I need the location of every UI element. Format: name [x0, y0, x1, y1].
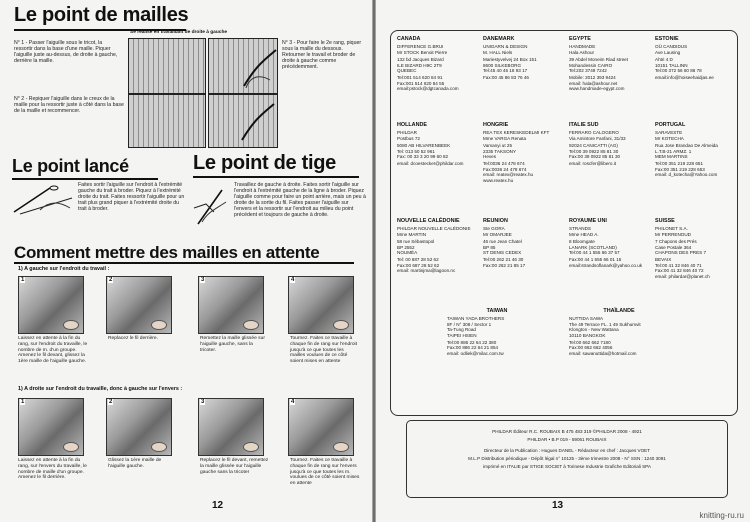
country-name: DANEMARK: [483, 36, 515, 42]
section-title-mailles-en-attente: Comment mettre des mailles en attente: [14, 243, 320, 262]
address-line: TAIPEI HSIEN: [447, 332, 477, 338]
step-caption: Tournez. Faites ce travaille à chaque fin de rang sur l'endroit jusqu'à ce que toutes les mailles voulues de ce côté soient mises en attente: [290, 336, 358, 365]
title-underline: [14, 262, 354, 264]
note-3: N° 3 - Pour faire le 2e rang, piquer sous la maille du dessous. Retourner le travail et broder de droite à gauche comme précédemment.: [282, 40, 362, 70]
address-line: ST DENIS CEDEX: [483, 250, 522, 256]
footer-line: M.L.P Distribution périodique - Dépôt légal n° 10125 - 3ème trimestre 2008 - N° SSN : 1240 3091: [468, 456, 666, 461]
country-entry: [569, 219, 651, 268]
step-photo: [106, 398, 172, 456]
step-caption: Remettez la maille glissée sur l'aiguille gauche, sans la tricoter.: [200, 336, 265, 353]
step-photo: [18, 276, 84, 334]
address-line: Tel:00 351 219 228 651: [655, 161, 704, 167]
address-line: Fax:001 514 620 84 55: [397, 80, 445, 86]
distributor-address-box: [390, 30, 738, 416]
address-line: Tel:0036 24 478 674: [483, 161, 525, 167]
address-line: Fax:00 886 22 64 21 854: [447, 345, 499, 351]
country-entry: [397, 123, 479, 167]
address-line: 10110 BANGKOK: [569, 332, 606, 338]
hand-icon: [333, 442, 349, 452]
address-line: email: reatex@reatex.hu: [483, 172, 534, 178]
address-line: PHILDAR: [397, 130, 417, 136]
step-caption: Laissez en attente à la fin du rang, sur l'envers du travaille, le nombre de maille d'un groupe. Amenez le fil derrière.: [18, 458, 87, 481]
address-line: Tel:00 41 32 846 40 71: [655, 262, 702, 268]
address-line: MEM MARTINS: [655, 154, 688, 160]
publisher-footer: [406, 420, 728, 498]
address-line: email: philardar@planet.ch: [655, 273, 710, 279]
needle-icon: [238, 100, 278, 146]
stitch-diagram-2: [128, 94, 206, 148]
country-name: HOLLANDE: [397, 122, 427, 128]
address-line: Mme VARGA Renata: [483, 135, 527, 141]
hand-icon: [243, 442, 259, 452]
hand-icon: [151, 320, 167, 330]
address-line: www.handmade-egypt.com: [569, 86, 625, 92]
country-name: ESTONIE: [655, 36, 679, 42]
address-line: SARAVESTE: [655, 130, 683, 136]
section-title-point-lance: Le point lancé: [12, 156, 129, 176]
address-line: Tel:00 886 22 64 22 380: [447, 340, 497, 346]
step-caption: Laissez en attente à la fin du rang, sur l'endroit du travaille, le nombre de m. d'un groupe. Amenez le fil devant, glissez la 1ère maille de l'aiguille gauche.: [18, 336, 88, 365]
address-line: Tel:00 44 1 555 66 37 57: [569, 250, 620, 256]
step-photo: [18, 398, 84, 456]
address-line: BP 85: [483, 244, 496, 250]
address-line: Tel: 00 687 28 52 62: [397, 257, 439, 263]
address-line: Mr STOCK Benoit Pierre: [397, 49, 448, 55]
address-line: 58 rue Sébastopol: [397, 239, 435, 245]
address-line: Tel:202 3749 7242: [569, 68, 607, 74]
address-line: REA TEX KERESKEDELMI KFT: [483, 130, 550, 136]
address-line: TAIWAN YADA BROTHERS: [447, 316, 505, 322]
page-number: 12: [212, 500, 224, 511]
address-line: email: dcoestecker@phildar.com: [397, 161, 464, 167]
address-line: email:strandsoflanark@yahoo.co.uk: [569, 262, 643, 268]
address-line: Mobile: 2012 393 9424: [569, 75, 616, 81]
footer-line: Directeur de la Publication : Hugues DANEL - Rédacteur en chef : Jacques VOET: [483, 448, 651, 453]
country-name: REUNION: [483, 218, 508, 224]
address-line: Tel:00 39 0922 85 81 30: [569, 148, 619, 154]
address-line: CHAPONS DES PRES 7: [655, 250, 707, 256]
address-line: 8 Bloomgate: [569, 239, 595, 245]
address-line: Fax:00 39 0922 85 81 30: [569, 154, 621, 160]
step-caption: Glissez la 1ère maille de l'aiguille gauche.: [108, 458, 162, 469]
address-line: Ta-Tung Road: [447, 327, 476, 333]
address-line: NUTTIDA SAWA: [569, 316, 604, 322]
step-photo: [106, 276, 172, 334]
country-name: NOUVELLE CALÉDONIE: [397, 218, 460, 224]
address-line: 7 Chapons des Prés: [655, 239, 697, 245]
step-photo: [198, 276, 264, 334]
address-line: The 49 Terrace FL. 1 49 Sukhumvit: [569, 321, 641, 327]
left-page: [0, 0, 372, 522]
address-line: Tel:45 40 45 18 93 17: [483, 68, 528, 74]
address-line: 5080 AB HILVARENBEEK: [397, 143, 451, 149]
address-line: Fax: 00 33 3 20 99 60 82: [397, 154, 449, 160]
address-line: HANDMADE: [569, 44, 596, 50]
address-line: email: roscfer@libero.it: [569, 161, 617, 167]
address-line: email: odliek@milac.com.tw: [447, 350, 504, 356]
address-line: Postbus 72: [397, 135, 420, 141]
address-line: Rua Jose Brandao De Almeida: [655, 143, 718, 149]
address-line: Fax:0036 24 478 674: [483, 166, 527, 172]
text-point-lance: Faites sortir l'aiguille sur l'endroit à l'extrémité gauche du trait à broder. Piquez à l'extrémité droite du trait. Faites ressortir l'aiguille pour un trait plus grand piquer à l'extrémité droite du trait à broder.: [78, 182, 185, 212]
address-line: www.reatex.hu: [483, 177, 514, 183]
needle-icon: [240, 46, 280, 92]
address-line: Tel:00 372 56 60 86 78: [655, 68, 702, 74]
note-2: N° 2 - Repiquer l'aiguille dans le creux de la maille pour la ressortir juste à côté dans la base de la maille et recommencer.: [14, 96, 124, 114]
country-entry: [655, 123, 737, 178]
address-line: Tel:001 514 620 84 91: [397, 75, 443, 81]
address-line: Mr PERRENOUD: [655, 231, 691, 237]
country-name: CANADA: [397, 36, 421, 42]
hand-icon: [243, 320, 259, 330]
step-caption: Replacez le fil derrière.: [108, 336, 159, 341]
country-name: ITALIE SUD: [569, 122, 599, 128]
text-point-tige: Travaillez de gauche à droite. Faites sortir l'aiguille sur l'endroit à l'extrémité gauche de la ligne à broder. Piquez l'aiguille comme pour faire un point arrière, mais un peu à droite de la sortie du fil. Faites passer l'aiguille sur l'envers et la ressortir sur l'endroit au milieu du point précédent et toujours de gauche à droite.: [234, 182, 366, 218]
address-line: 8600 SILKEBORG: [483, 62, 522, 68]
country-entry: [655, 37, 737, 81]
address-line: Tel:00 662 662 7180: [569, 340, 611, 346]
address-line: Fax:00 687 28 52 62: [397, 262, 440, 268]
address-line: Heves: [483, 154, 497, 160]
address-line: email:pstock@dgtcanada.com: [397, 86, 459, 92]
address-line: Mohandessin CAIRO: [569, 62, 613, 68]
address-line: Fax:00 662 662 4056: [569, 345, 613, 351]
address-line: Ahtri 4 D: [655, 57, 673, 63]
section-2-label: 1) A droite sur l'endroit du travaille, donc à gauche sur l'envers :: [18, 386, 183, 392]
country-entry: [569, 37, 651, 92]
address-line: PHILONET S.A.: [655, 226, 688, 232]
point-tige-diagram: [192, 182, 232, 228]
step-number: 1: [21, 399, 25, 405]
address-line: Fax:00 44 1 555 66 01 15: [569, 257, 622, 263]
address-line: Hala Ashour: [569, 49, 595, 55]
address-line: 92024 CANICATTI (AG): [569, 143, 618, 149]
country-entry: [655, 219, 737, 279]
step-number: 3: [201, 399, 205, 405]
title-underline: [193, 176, 359, 178]
address-line: STRANDS: [569, 226, 591, 232]
address-line: QUEBEC: [397, 68, 417, 74]
address-line: 132 bd Jacques Bizard: [397, 57, 444, 63]
country-entry: [447, 309, 547, 356]
address-line: PHILDAR NOUVELLE CALÉDONIE: [397, 226, 471, 232]
address-line: Ave Lausing: [655, 49, 681, 55]
address-line: NOUMÉA: [397, 250, 418, 256]
address-line: L.T.B-21 ARMZ. 1: [655, 148, 692, 154]
address-line: Mr KOTECHA: [655, 135, 684, 141]
address-line: email: sawanuttida@hotmail.com: [569, 350, 637, 356]
step-caption: Tournez. Faites ce travaille à chaque fin de rang sur l'envers jusqu'à ce que toutes les m. voulues de ce côté soient mises en attente: [290, 458, 360, 487]
country-entry: [483, 219, 565, 268]
address-line: 46 rue Jean Chatel: [483, 239, 522, 245]
hand-icon: [151, 442, 167, 452]
address-line: Fax:00 262 21 85 17: [483, 262, 526, 268]
country-name: EGYPTE: [569, 36, 591, 42]
country-entry: [397, 219, 479, 274]
page-title-point-de-mailles: Le point de mailles: [14, 4, 189, 26]
hand-icon: [63, 442, 79, 452]
country-entry: [483, 37, 565, 81]
address-line: email:info@hoiseehaidjas.ee: [655, 75, 714, 81]
country-entry: [569, 123, 651, 167]
address-line: Via Amintore Fanfani, 31/33: [569, 135, 626, 141]
step-photo: [198, 398, 264, 456]
hand-icon: [63, 320, 79, 330]
country-name: THAÏLANDE: [603, 308, 635, 314]
address-line: Fax:00 41 32 846 40 72: [655, 268, 704, 274]
address-line: OÜ CANDIDUS: [655, 44, 688, 50]
address-line: 2335 TAKSONY: [483, 148, 517, 154]
page-number: 13: [552, 500, 564, 511]
address-line: 10151 TALLINN: [655, 62, 688, 68]
country-entry: [397, 37, 479, 92]
address-line: BEVAIX: [655, 257, 672, 263]
section-title-point-de-tige: Le point de tige: [193, 152, 336, 174]
footer-line: PHILDAR Éditeur R.C. ROUBAIX B 475 483 319 ©PHILDAR 2008 - 4921: [492, 429, 642, 434]
step-number: 2: [109, 277, 113, 283]
right-page: [376, 0, 750, 522]
address-line: Case Postale 364: [655, 244, 692, 250]
step-photo: [288, 398, 354, 456]
footer-line: imprimé en ITALIE par STIGE SOCIET à Torinese Industrie Grafiche Editoriali SPA: [483, 464, 651, 469]
address-line: Mariestyvelvej 24 Box 151: [483, 57, 537, 63]
address-line: Mr OMARJEE: [483, 231, 512, 237]
address-line: Mme HEAD A.: [569, 231, 599, 237]
step-number: 3: [201, 277, 205, 283]
address-line: UNIGARN & DESIGN: [483, 44, 528, 50]
address-line: Tel:00 262 21 46 30: [483, 257, 524, 263]
country-entry: [569, 309, 669, 356]
step-number: 4: [291, 399, 295, 405]
address-line: BP 2552: [397, 244, 415, 250]
country-entry: [483, 123, 565, 183]
address-line: Ste GORA: [483, 226, 505, 232]
stitch-diagram-1: [128, 38, 206, 94]
watermark-url: knitting-ru.ru: [699, 511, 744, 520]
step-number: 1: [21, 277, 25, 283]
footer-line: PHILDAR • B.P 019 - 59061 ROUBAIX: [527, 437, 607, 442]
address-line: Mme MARTIN: [397, 231, 427, 237]
country-name: SUISSE: [655, 218, 675, 224]
address-line: Klongton - New Wattana: [569, 327, 619, 333]
address-line: 39 Abdel Moneim Riad street: [569, 57, 628, 63]
address-line: Tel: 013 50 52 961: [397, 148, 435, 154]
address-line: ILE BIZARD H9C 2T9: [397, 62, 442, 68]
address-line: LANARK (SCOTLAND): [569, 244, 617, 250]
address-line: 8F / N° 308 / Sector 1: [447, 321, 492, 327]
step-photo: [288, 276, 354, 334]
address-line: email: d_kotecha@Yahoo.com: [655, 172, 718, 178]
country-name: TAIWAN: [486, 308, 508, 314]
address-line: Fax:00 45 86 83 76 46: [483, 75, 529, 81]
point-lance-diagram: [10, 180, 76, 218]
country-name: HONGRIE: [483, 122, 509, 128]
step-caption: Replacez le fil devant, remettez la maille glissée sur l'aiguille gauche sans la tricoter: [200, 458, 269, 475]
country-name: PORTUGAL: [655, 122, 686, 128]
note-1: N° 1 - Passer l'aiguille sous le tricot, la ressortir dans la base d'une maille. Piquer l'aiguille juste au-dessus, de droite à gauche, derrière la maille.: [14, 40, 118, 64]
address-line: DIFFERENCE G.BRUI: [397, 44, 444, 50]
address-line: M. HALL Niels: [483, 49, 513, 55]
subtitle-mailles: Se réalise en travaillant de droite à gauche: [130, 30, 228, 35]
address-line: email: hala@ashour.net: [569, 80, 618, 86]
address-line: FERRARO CALOGERO: [569, 130, 619, 136]
step-number: 2: [109, 399, 113, 405]
address-line: email: martinjma@lagoon.nc: [397, 268, 456, 274]
address-line: Fax:00 351 219 228 653: [655, 166, 705, 172]
step-number: 4: [291, 277, 295, 283]
hand-icon: [333, 320, 349, 330]
address-line: Vamanyi ut 25: [483, 143, 513, 149]
country-name: ROYAUME UNI: [569, 218, 607, 224]
section-1-label: 1) A gauche sur l'endroit du travail :: [18, 266, 110, 272]
